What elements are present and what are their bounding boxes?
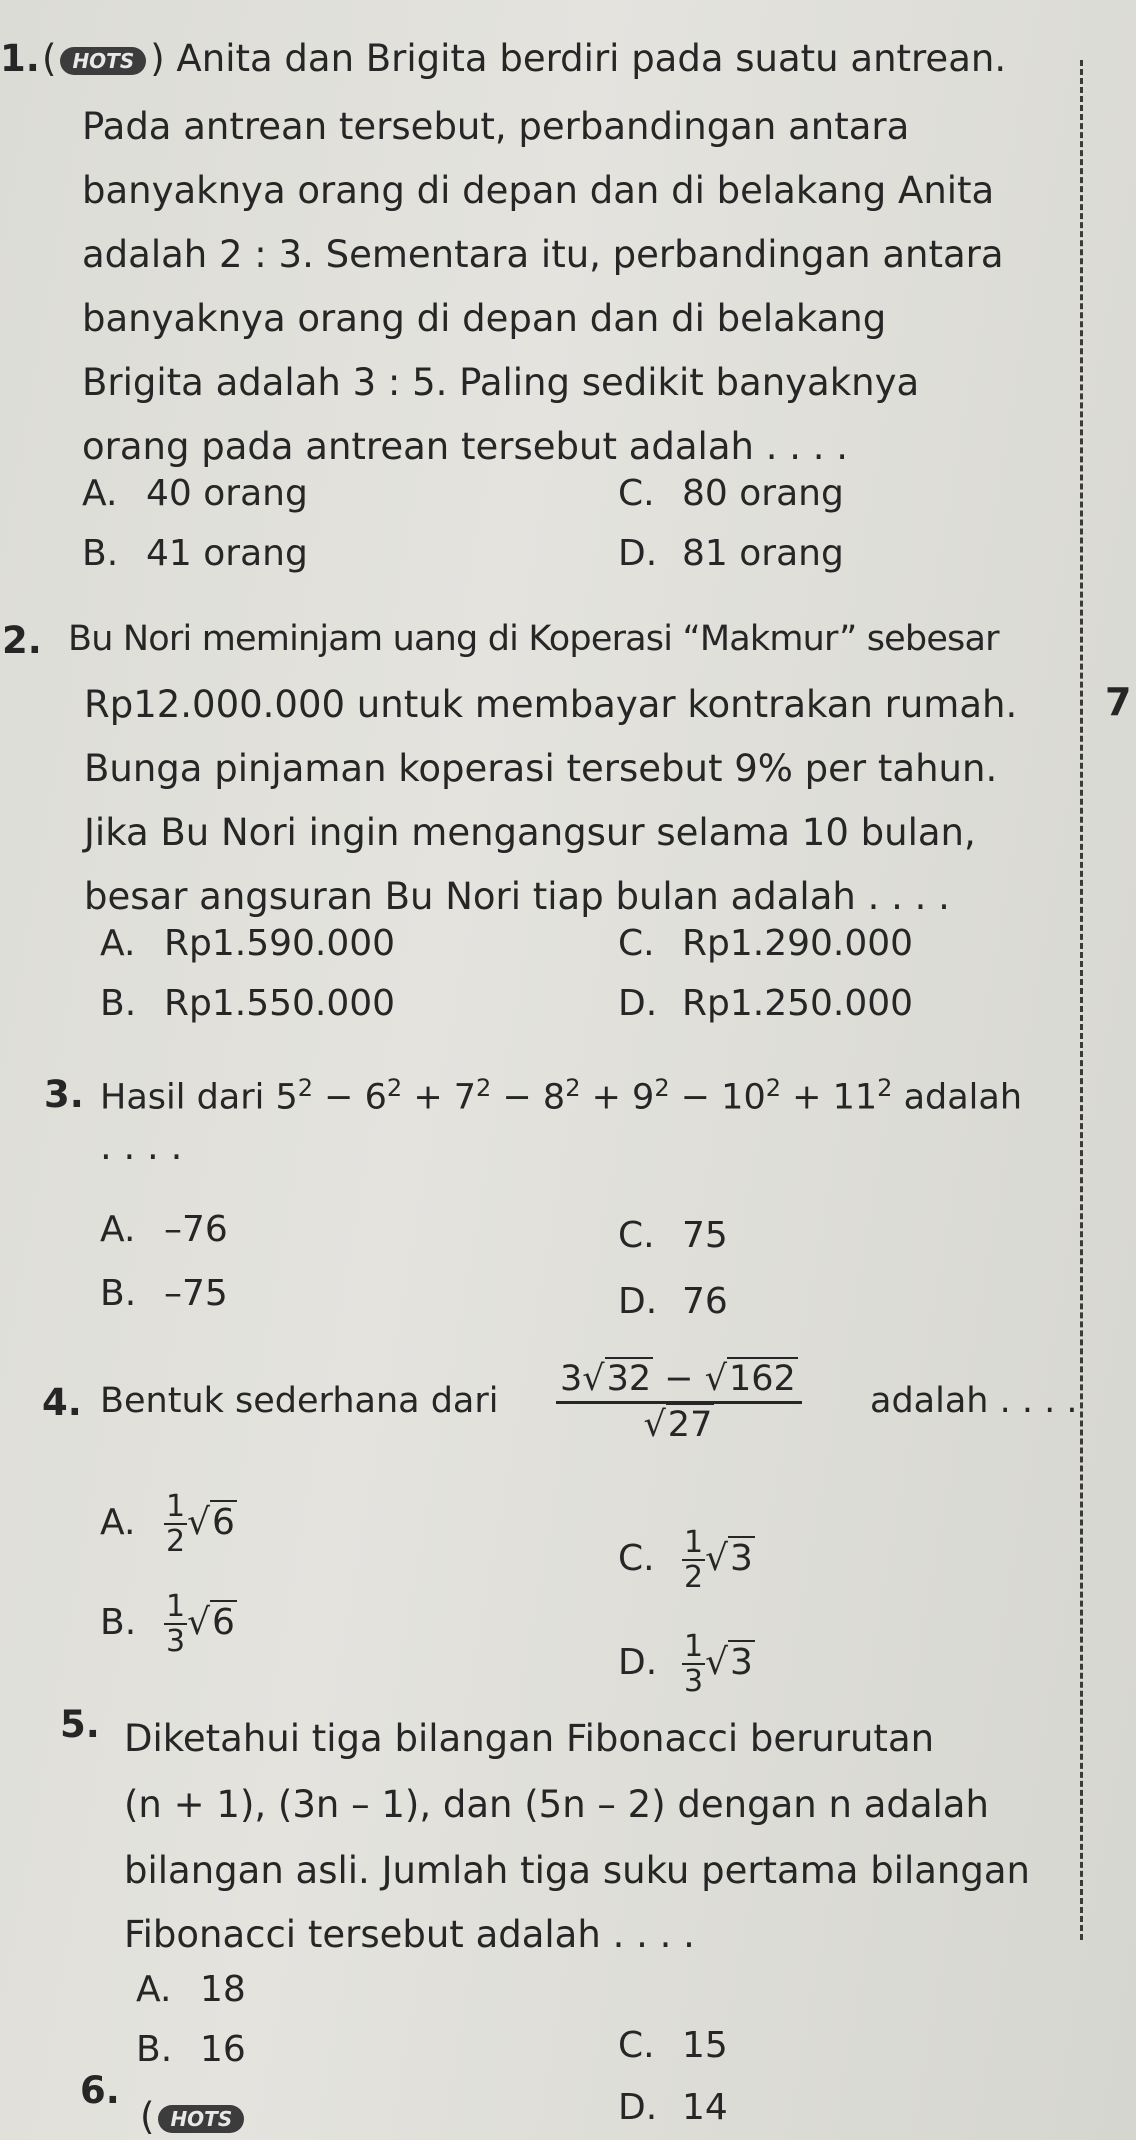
q5-option-a: A. 18 (136, 1969, 246, 2010)
q2-line-3: Bunga pinjaman koperasi tersebut 9% per tahun. (84, 747, 998, 790)
q2-option-c: C. Rp1.290.000 (618, 923, 914, 964)
q3-option-c: C. 75 (618, 1215, 728, 1256)
hots-badge: HOTS (60, 47, 146, 75)
q1-line-2: Pada antrean tersebut, perbandingan antara (82, 105, 910, 148)
q3-dots: . . . . (100, 1125, 183, 1168)
q3-option-a: A. –76 (100, 1209, 228, 1250)
q2-line-4: Jika Bu Nori ingin mengangsur selama 10 bulan, (84, 811, 976, 854)
q5-option-c: C. 15 (618, 2025, 728, 2066)
hots-badge: HOTS (158, 2105, 244, 2133)
q5-line-3: bilangan asli. Jumlah tiga suku pertama bilangan (124, 1849, 1030, 1892)
q5-option-b: B. 16 (136, 2029, 246, 2070)
q3-line-1: Hasil dari $5^2 - 6^2 + 7^2 - 8^2 + 9^2 - 10^2 + 11^2$ adalah (100, 1074, 1023, 1118)
q2-option-a: A. Rp1.590.000 (100, 923, 396, 964)
q1-option-a: A. 40 orang (82, 473, 308, 514)
q3-option-b: B. –75 (100, 1273, 228, 1314)
q2-option-d: D. Rp1.250.000 (618, 983, 914, 1024)
q4-prefix: Bentuk sederhana dari (100, 1381, 499, 1421)
q2-line-5: besar angsuran Bu Nori tiap bulan adalah . . . . (84, 875, 950, 918)
q5-number: 5. (60, 1703, 100, 1746)
q1-line-4: adalah 2 : 3. Sementara itu, perbandingan antara (82, 233, 1004, 276)
q4-option-a: A. $\frac{1}{2}$ √6 (100, 1489, 235, 1559)
q1-option-d: D. 81 orang (618, 533, 844, 574)
q5-line-1: Diketahui tiga bilangan Fibonacci berurutan (124, 1717, 935, 1760)
q3-number: 3. (44, 1073, 84, 1116)
q3-option-d: D. 76 (618, 1281, 728, 1322)
q2-line-1: Bu Nori meminjam uang di Koperasi “Makmur” sebesar (68, 619, 999, 659)
q4-option-b: B. $\frac{1}{3}$ √6 (100, 1589, 235, 1659)
q1-line-7: orang pada antrean tersebut adalah . . . . (82, 425, 849, 468)
q4-fraction: $\frac{3√32 - √162}{√27}$ (556, 1362, 802, 1443)
q1-line-3: banyaknya orang di depan dan di belakang Anita (82, 169, 995, 212)
q6-start: ( HOTS (140, 2098, 248, 2135)
dashed-cut-line (1080, 60, 1083, 1940)
q2-option-b: B. Rp1.550.000 (100, 983, 396, 1024)
q2-line-2: Rp12.000.000 untuk membayar kontrakan rumah. (84, 683, 1018, 726)
q1-line-1: ( HOTS ) Anita dan Brigita berdiri pada suatu antrean. (42, 37, 1007, 80)
q1-option-c: C. 80 orang (618, 473, 844, 514)
q4-option-c: C. $\frac{1}{2}$ √3 (618, 1525, 753, 1595)
q5-line-4: Fibonacci tersebut adalah . . . . (124, 1913, 695, 1956)
page-marker: 7 (1105, 680, 1132, 724)
q1-line-5: banyaknya orang di depan dan di belakang (82, 297, 887, 340)
q6-number: 6. (80, 2069, 120, 2112)
q5-option-d: D. 14 (618, 2087, 728, 2128)
q4-suffix: adalah . . . . (870, 1381, 1078, 1421)
q1-option-b: B. 41 orang (82, 533, 308, 574)
q1-line-6: Brigita adalah 3 : 5. Paling sedikit banyaknya (82, 361, 920, 404)
q5-line-2: (n + 1), (3n – 1), dan (5n – 2) dengan n adalah (124, 1783, 989, 1826)
q2-number: 2. (2, 619, 42, 662)
q4-number: 4. (42, 1381, 82, 1424)
q4-option-d: D. $\frac{1}{3}$ √3 (618, 1629, 753, 1699)
q1-number: 1. (0, 37, 40, 80)
